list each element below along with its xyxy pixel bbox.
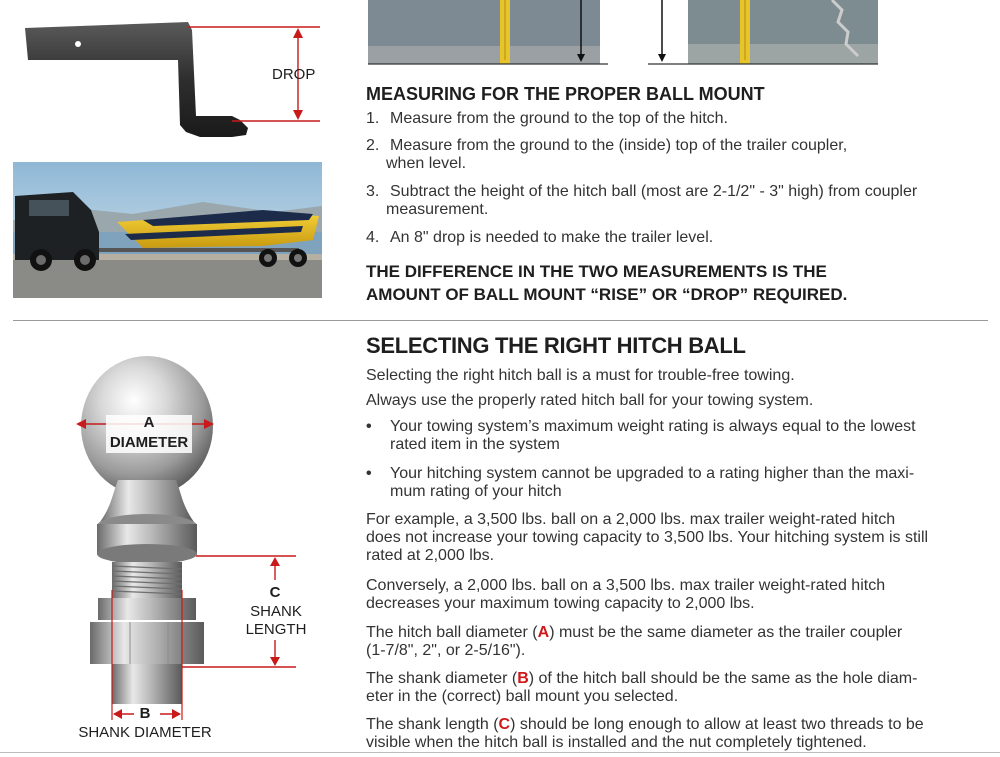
diam-a-post: ) must be the same diameter as the trailer coupler <box>549 624 903 641</box>
measuring-step-3 <box>366 183 917 219</box>
example-line: For example, a 3,500 lbs. ball on a 2,000 lbs. max trailer weight-rated hitch <box>366 511 896 528</box>
bullet-line: Your towing system’s maximum weight rating is always equal to the lowest <box>390 418 916 435</box>
example-paragraph <box>366 511 996 565</box>
diameter-a-paragraph <box>366 624 996 660</box>
selecting-intro-1: Selecting the right hitch ball is a must for trouble-free towing. <box>366 367 795 384</box>
measuring-photos <box>368 0 878 66</box>
len-c-pre: The shank length ( <box>366 716 499 733</box>
example-line: does not increase your towing capacity to 3,500 lbs. Your hitching system is still <box>366 529 929 546</box>
diam-b-post: ) of the hitch ball should be the same as the hole diam- <box>528 670 918 687</box>
bullet-line: mum rating of your hitch <box>390 483 562 500</box>
bullet-line: rated item in the system <box>390 436 560 453</box>
selecting-intro-2: Always use the properly rated hitch ball for your towing system. <box>366 392 814 409</box>
shank-diameter-label: SHANK DIAMETER <box>78 724 212 741</box>
conversely-line: Conversely, a 2,000 lbs. ball on a 3,500 lbs. max trailer weight-rated hitch <box>366 577 886 594</box>
step-number: 2. <box>366 137 380 154</box>
selecting-bullet-1 <box>366 418 986 454</box>
len-c-post: ) should be long enough to allow at least two threads to be <box>510 716 924 733</box>
step-number: 4. <box>366 229 380 246</box>
measuring-step-1 <box>366 110 728 128</box>
letter-a-marker: A <box>143 414 155 431</box>
shank-label: SHANK <box>250 603 302 620</box>
selecting-title: SELECTING THE RIGHT HITCH BALL <box>366 333 746 358</box>
diam-b-line-2: eter in the (correct) ball mount you selected. <box>366 688 679 705</box>
conversely-line: decreases your maximum towing capacity to 2,000 lbs. <box>366 595 755 612</box>
step-continuation: measurement. <box>386 201 489 218</box>
diam-b-pre: The shank diameter ( <box>366 670 518 687</box>
hitch-ball-diagram <box>60 340 320 740</box>
measuring-summary-line-1: THE DIFFERENCE IN THE TWO MEASUREMENTS IS THE <box>366 262 827 281</box>
diameter-label: DIAMETER <box>109 434 189 451</box>
conversely-paragraph <box>366 577 996 613</box>
step-text: Measure from the ground to the top of the hitch. <box>390 110 728 127</box>
measuring-step-2 <box>366 137 847 173</box>
measuring-title: MEASURING FOR THE PROPER BALL MOUNT <box>366 84 765 104</box>
step-text: An 8" drop is needed to make the trailer level. <box>390 229 714 246</box>
letter-a-ref: A <box>537 624 550 641</box>
letter-c-ref: C <box>498 716 511 733</box>
step-text: Subtract the height of the hitch ball (most are 2-1/2" - 3" high) from coupler <box>390 183 918 200</box>
example-line: rated at 2,000 lbs. <box>366 547 495 564</box>
bullet-line: Your hitching system cannot be upgraded to a rating higher than the maxi- <box>390 465 915 482</box>
step-text: Measure from the ground to the (inside) top of the trailer coupler, <box>390 137 848 154</box>
length-c-paragraph <box>366 716 996 752</box>
len-c-line-2: visible when the hitch ball is installed and the nut completely tightened. <box>366 734 867 751</box>
diam-a-pre: The hitch ball diameter ( <box>366 624 538 641</box>
letter-b-marker: B <box>139 705 151 722</box>
letter-c-marker: C <box>269 584 281 601</box>
letter-b-ref: B <box>517 670 529 687</box>
step-continuation: when level. <box>386 155 467 172</box>
selecting-bullet-2 <box>366 465 986 501</box>
drop-label: DROP <box>272 66 316 83</box>
length-label: LENGTH <box>245 621 307 638</box>
diameter-b-paragraph <box>366 670 996 706</box>
step-number: 1. <box>366 110 380 127</box>
measuring-summary-line-2: AMOUNT OF BALL MOUNT “RISE” OR “DROP” REQUIRED. <box>366 285 848 304</box>
bottom-rule <box>0 752 1000 753</box>
measuring-step-4 <box>366 229 713 247</box>
step-number: 3. <box>366 183 380 200</box>
truck-towing-boat-photo <box>13 162 322 298</box>
bullet-dot-icon: • <box>366 418 372 435</box>
diam-a-line-2: (1-7/8", 2", or 2-5/16"). <box>366 642 526 659</box>
section-divider <box>13 320 988 321</box>
bullet-dot-icon: • <box>366 465 372 482</box>
